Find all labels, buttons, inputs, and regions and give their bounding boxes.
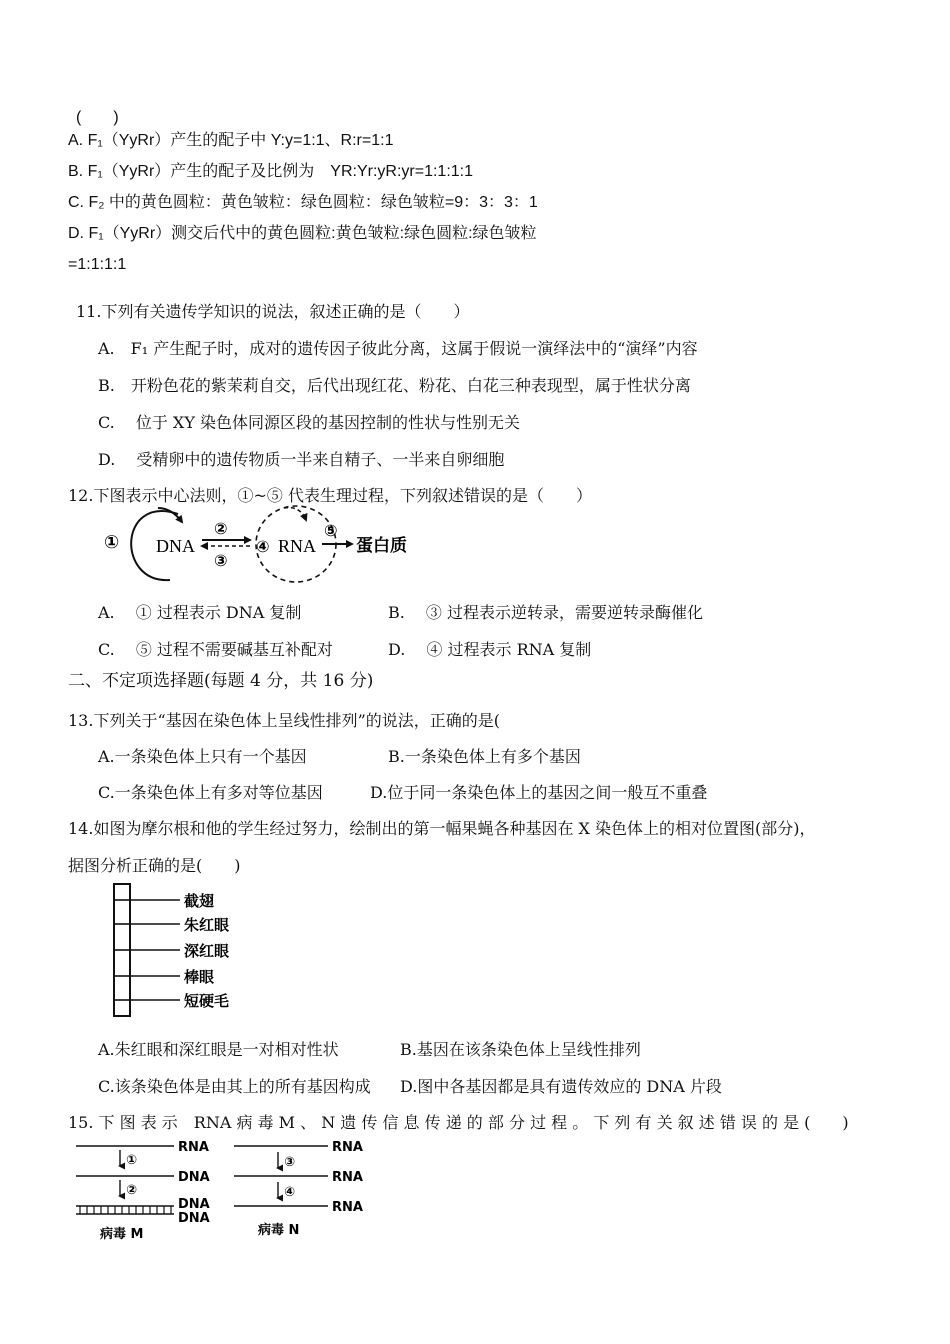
q11-option-d: D. 受精卵中的遗传物质一半来自精子、一半来自卵细胞 [98,450,505,469]
central-dogma-diagram [98,500,428,586]
gene-label: 短硬毛 [184,992,230,1010]
fig-label-rna: RNA [278,536,317,556]
q12-option-c: C. ⑤ 过程不需要碱基互补配对 [98,640,333,659]
q10-option-b: B. F₁（YyRr）产生的配子及比例为 YR:Yr:yR:yr=1:1:1:1 [68,163,474,180]
gene-label: 朱红眼 [184,916,230,934]
fig-label-dna: DNA [156,536,195,556]
virus-m-label-dna: DNA [178,1170,210,1185]
q13-option-c: C.一条染色体上有多对等位基因 [98,783,323,802]
q11-stem: 11.下列有关遗传学知识的说法，叙述正确的是（ ） [76,302,470,321]
virus-n-label-rna: RNA [332,1140,363,1155]
gene-label: 截翅 [184,892,215,910]
q14-option-c: C.该条染色体是由其上的所有基因构成 [98,1077,371,1096]
q10-paren: ( ) [76,109,119,126]
fig-label-2: ② [214,519,228,538]
virus-n-step-3: ③ [284,1155,296,1170]
virus-m-step-2: ② [126,1183,138,1198]
virus-m-label-dna-2: DNA [178,1197,210,1212]
q12-option-b: B. ③ 过程表示逆转录，需要逆转录酶催化 [388,603,704,622]
fig-label-5: ⑤ [324,521,338,540]
x-chromosome-gene-map [110,880,270,1020]
q10-option-a: A. F₁（YyRr）产生的配子中 Y:y=1:1、R:r=1:1 [68,132,394,149]
fig-label-protein: 蛋白质 [356,536,407,556]
virus-n-label-rna-3: RNA [332,1200,363,1215]
virus-n-label-rna-2: RNA [332,1170,363,1185]
q12-stem: 12.下图表示中心法则，①~⑤ 代表生理过程，下列叙述错误的是（ ） [68,486,592,505]
virus-m-step-1: ① [126,1153,138,1168]
q15-stem: 15. 下 图 表 示 RNA 病 毒 M 、 N 遗 传 信 息 传 递 的 部 分 过 程 。 下 列 有 关 叙 述 错 误 的 是 ( ) [68,1113,849,1132]
gene-label: 棒眼 [184,968,215,986]
virus-m-label-dna-3: DNA [178,1211,210,1226]
q14-stem-line1: 14.如图为摩尔根和他的学生经过努力，绘制出的第一幅果蝇各种基因在 X 染色体上的相对位置图(部分)， [68,819,816,838]
q14-option-b: B.基因在该条染色体上呈线性排列 [400,1040,641,1059]
gene-label: 深红眼 [184,942,230,960]
q12-option-d: D. ④ 过程表示 RNA 复制 [388,640,592,659]
fig-label-3: ③ [214,551,228,570]
q10-option-d-cont: =1:1:1:1 [68,256,127,273]
fig-label-1: ① [104,532,120,553]
virus-m-diagram [74,1136,224,1242]
fig-label-4: ④ [256,537,270,556]
virus-m-caption: 病毒 M [100,1227,144,1242]
q13-option-a: A.一条染色体上只有一个基因 [98,747,307,766]
q11-option-c: C. 位于 XY 染色体同源区段的基因控制的性状与性别无关 [98,413,520,432]
q10-option-c: C. F₂ 中的黄色圆粒：黄色皱粒：绿色圆粒：绿色皱粒=9：3：3：1 [68,194,538,211]
section-title: 二、不定项选择题(每题 4 分，共 16 分) [68,671,374,691]
q11-option-b: B. 开粉色花的紫茉莉自交，后代出现红花、粉花、白花三种表现型，属于性状分离 [98,376,691,395]
q10-option-d: D. F₁（YyRr）测交后代中的黄色圆粒:黄色皱粒:绿色圆粒:绿色皱粒 [68,225,537,242]
q11-option-a: A. F₁ 产生配子时，成对的遗传因子彼此分离，这属于假说一演绎法中的“演绎”内容 [98,339,698,358]
virus-n-diagram [232,1136,382,1242]
q14-option-a: A.朱红眼和深红眼是一对相对性状 [98,1040,339,1059]
q13-stem: 13.下列关于“基因在染色体上呈线性排列”的说法，正确的是( [68,711,501,730]
q13-option-b: B.一条染色体上有多个基因 [388,747,581,766]
virus-m-label-rna: RNA [178,1140,209,1155]
virus-n-step-4: ④ [284,1185,296,1200]
q14-stem-line2: 据图分析正确的是( ) [68,856,241,875]
q14-option-d: D.图中各基因都是具有遗传效应的 DNA 片段 [400,1077,722,1096]
q12-option-a: A. ① 过程表示 DNA 复制 [98,603,302,622]
virus-n-caption: 病毒 N [258,1223,300,1238]
q13-option-d: D.位于同一条染色体上的基因之间一般互不重叠 [370,783,708,802]
